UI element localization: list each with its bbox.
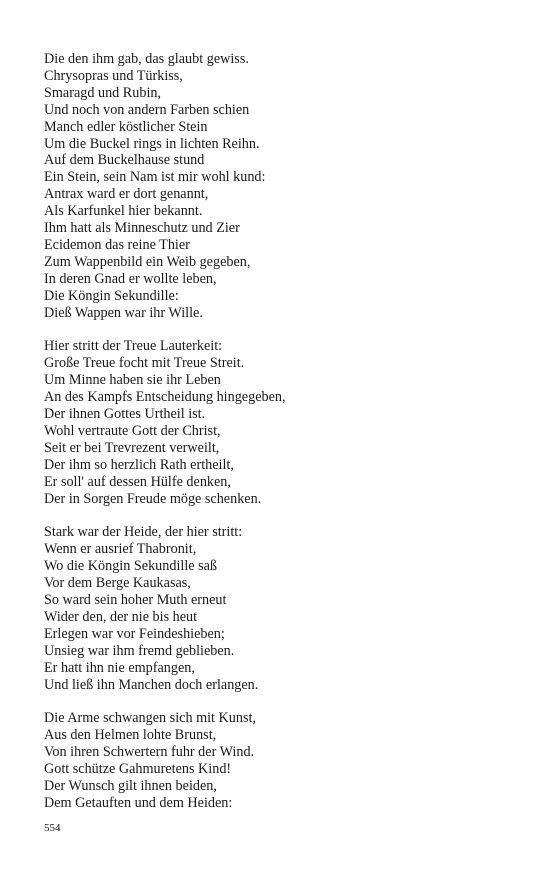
verse-line: Hier stritt der Treue Lauterkeit: <box>44 338 223 355</box>
verse-line: Smaragd und Rubin, <box>44 84 162 101</box>
verse-line: Zum Wappenbild ein Weib gegeben, <box>44 253 251 270</box>
stanza <box>44 524 524 693</box>
verse-line: Antrax ward er dort genannt, <box>44 186 209 203</box>
stanza <box>44 51 524 322</box>
verse-line: Dieß Wappen war ihr Wille. <box>44 304 203 321</box>
verse-line: Er soll' auf dessen Hülfe denken, <box>44 473 231 490</box>
verse-line: Als Karfunkel hier bekannt. <box>44 203 203 220</box>
verse-line: Und noch von andern Farben schien <box>44 101 250 118</box>
verse-line: Auf dem Buckelhause stund <box>44 152 205 169</box>
verse-line: Dem Getauften und dem Heiden: <box>44 794 233 811</box>
verse-line: Der ihnen Gottes Urtheil ist. <box>44 406 206 423</box>
verse-line: Gott schütze Gahmuretens Kind! <box>44 761 232 778</box>
stanza <box>44 338 524 507</box>
verse-line: Der Wunsch gilt ihnen beiden, <box>44 777 217 794</box>
verse-line: Wohl vertraute Gott der Christ, <box>44 422 221 439</box>
verse-line: Er hatt ihn nie empfangen, <box>44 659 195 676</box>
verse-line: So ward sein hoher Muth erneut <box>44 591 227 608</box>
verse-line: In deren Gnad er wollte leben, <box>44 270 217 287</box>
verse-line: Ein Stein, sein Nam ist mir wohl kund: <box>44 169 266 186</box>
verse-line: Ihm hatt als Minneschutz und Zier <box>44 220 240 237</box>
verse-line: Ecidemon das reine Thier <box>44 236 190 253</box>
verse-line: Unsieg war ihm fremd geblieben. <box>44 642 235 659</box>
verse-line: Die Arme schwangen sich mit Kunst, <box>44 710 256 727</box>
verse-line: Chrysopras und Türkiss, <box>44 67 183 84</box>
verse-line: Von ihren Schwertern fuhr der Wind. <box>44 744 255 761</box>
verse-line: Große Treue focht mit Treue Streit. <box>44 355 245 372</box>
poem-text <box>44 51 524 812</box>
verse-line: Manch edler köstlicher Stein <box>44 118 208 135</box>
verse-line: Der ihm so herzlich Rath ertheilt, <box>44 456 234 473</box>
verse-line: Die den ihm gab, das glaubt gewiss. <box>44 51 249 67</box>
verse-line: An des Kampfs Entscheidung hingegeben, <box>44 389 286 406</box>
stanza <box>44 710 524 811</box>
verse-line: Wider den, der nie bis heut <box>44 608 198 625</box>
verse-line: Wo die Köngin Sekundille saß <box>44 558 218 575</box>
verse-line: Die Köngin Sekundille: <box>44 287 179 304</box>
verse-line: Seit er bei Trevrezent verweilt, <box>44 439 220 456</box>
verse-line: Wenn er ausrief Thabronit, <box>44 541 197 558</box>
verse-line: Stark war der Heide, der hier stritt: <box>44 524 243 541</box>
page-number: 554 <box>44 822 61 834</box>
verse-line: Erlegen war vor Feindeshieben; <box>44 625 225 642</box>
verse-line: Um die Buckel rings in lichten Reihn. <box>44 135 260 152</box>
verse-line: Der in Sorgen Freude möge schenken. <box>44 490 262 507</box>
verse-line: Um Minne haben sie ihr Leben <box>44 372 221 389</box>
verse-line: Aus den Helmen lohte Brunst, <box>44 727 217 744</box>
verse-line: Vor dem Berge Kaukasas, <box>44 575 191 592</box>
verse-line: Und ließ ihn Manchen doch erlangen. <box>44 676 259 693</box>
